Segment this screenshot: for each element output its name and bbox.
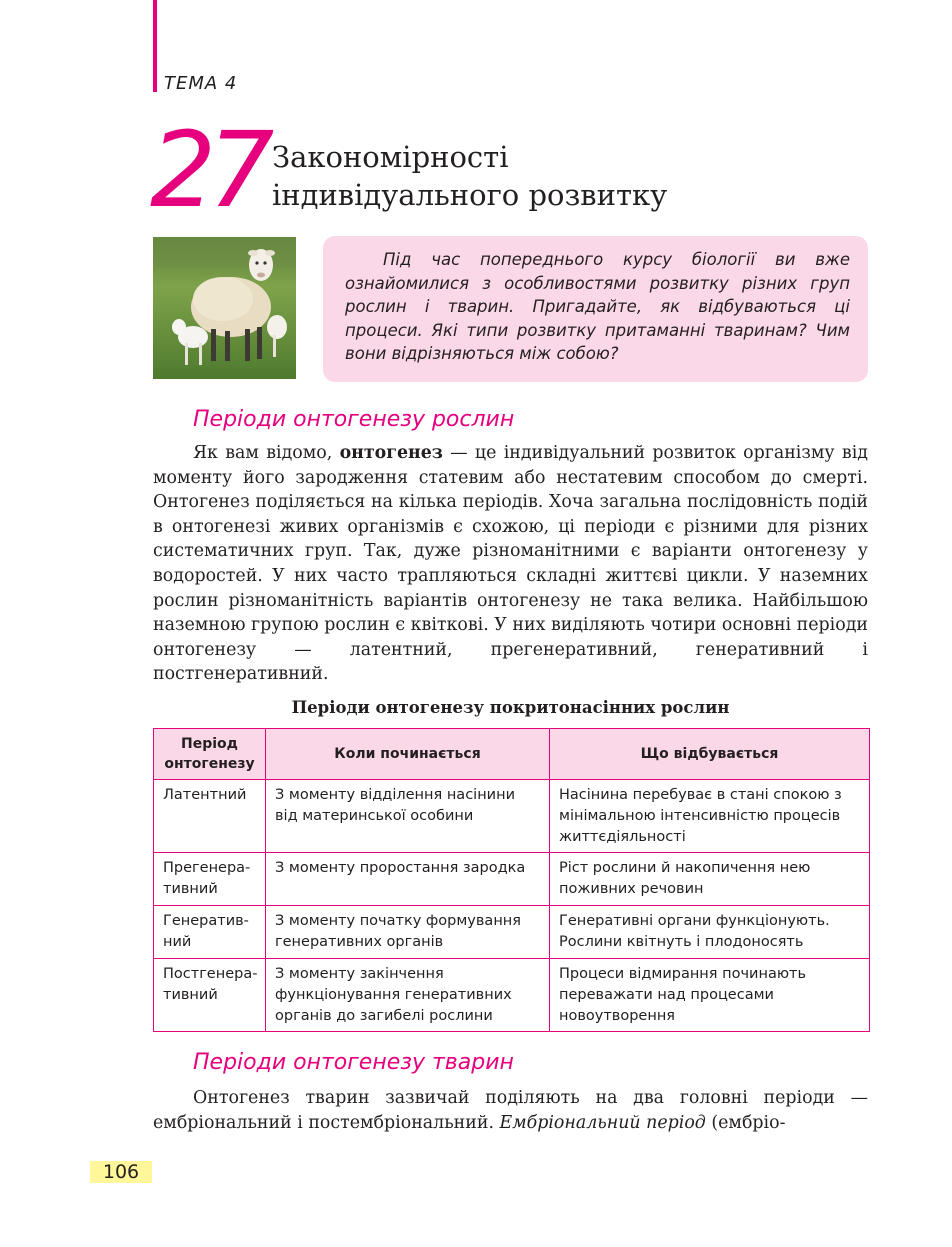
table-cell: Насінина перебуває в стані спокою з мінімальною інтенсивністю процесів життєдіяльності (550, 780, 870, 853)
lesson-number: 27 (150, 109, 267, 231)
section-heading-plants: Періоди онтогенезу рослин (193, 407, 515, 432)
table-cell: Постгенера-тивний (154, 959, 266, 1032)
column-header-process: Що відбувається (550, 729, 870, 780)
table-row (154, 959, 870, 1032)
paragraph-plants-start: Як вам відомо, (193, 443, 340, 463)
table-cell: Процеси відмирання починають переважати над процесами новоутворення (550, 959, 870, 1032)
intro-box (323, 236, 868, 382)
table-cell: Ріст рослини й накопичення нею поживних речовин (550, 853, 870, 906)
sheep-photo (153, 237, 296, 379)
table-cell: Генеративні органи функціонують. Рослини квітнуть і плодоносять (550, 906, 870, 959)
lesson-title (272, 138, 667, 214)
table-cell: З моменту відділення насінини від материнської особини (266, 780, 550, 853)
term-embryonic-period: Ембріональний період (499, 1112, 706, 1133)
paragraph-plants-rest: — це індивідуальний розвиток організму від моменту його зародження статевим або нестатевим способом до смерті. Онтогенез поділяється на кілька періодів. Хоча загальна послідовність подій в онтогенезі живих організмів є схожою, ці періоди є різними для різних систематичних груп. Так, дуже різноманітними є варіанти онтогенезу у водоростей. У них часто трапляються складні життєві цикли. У наземних рослин різноманітність варіантів онтогенезу не така велика. Найбільшою наземною групою рослин є квіткові. У них виділяють чотири основні періоди онтогенезу — латентний, прегенеративний, генеративний і постгенеративний. (153, 443, 868, 685)
paragraph-animals (153, 1086, 868, 1135)
paragraph-plants (153, 441, 868, 687)
table-row (154, 853, 870, 906)
paragraph-animals-start: Онтогенез тварин зазвичай поділяють на два головні періоди — ембріональний і постембріональний. (153, 1088, 868, 1133)
ontogenesis-periods-table (153, 728, 870, 1032)
lesson-title-line2: індивідуального розвитку (272, 178, 668, 212)
page-number: 106 (90, 1161, 152, 1183)
table-header-row (154, 729, 870, 780)
header-accent-bar (153, 0, 157, 92)
paragraph-animals-rest: (ембріо- (705, 1112, 786, 1133)
table-cell: Латентний (154, 780, 266, 853)
term-ontogenesis: онтогенез (339, 443, 443, 463)
column-header-period: Період онтогенезу (154, 729, 266, 780)
table-cell: З моменту проростання зародка (266, 853, 550, 906)
table-cell: Прегенера-тивний (154, 853, 266, 906)
table-cell: Генератив-ний (154, 906, 266, 959)
table-cell: З моменту закінчення функціонування генеративних органів до загибелі рослини (266, 959, 550, 1032)
table-row (154, 780, 870, 853)
table-cell: З моменту початку формування генеративних органів (266, 906, 550, 959)
theme-label: ТЕМА 4 (164, 73, 238, 94)
intro-text: Під час попереднього курсу біології ви вже ознайомилися з особливостями розвитку різних груп рослин і тварин. Пригадайте, як відбуваються ці процеси. Які типи розвитку притаманні тваринам? Чим вони відрізняються між собою? (345, 250, 850, 363)
column-header-start: Коли починається (266, 729, 550, 780)
section-heading-animals: Періоди онтогенезу тварин (193, 1050, 514, 1075)
lesson-title-line1: Закономірності (272, 140, 509, 174)
table-row (154, 906, 870, 959)
table-caption: Періоди онтогенезу покритонасінних рослин (291, 698, 730, 717)
